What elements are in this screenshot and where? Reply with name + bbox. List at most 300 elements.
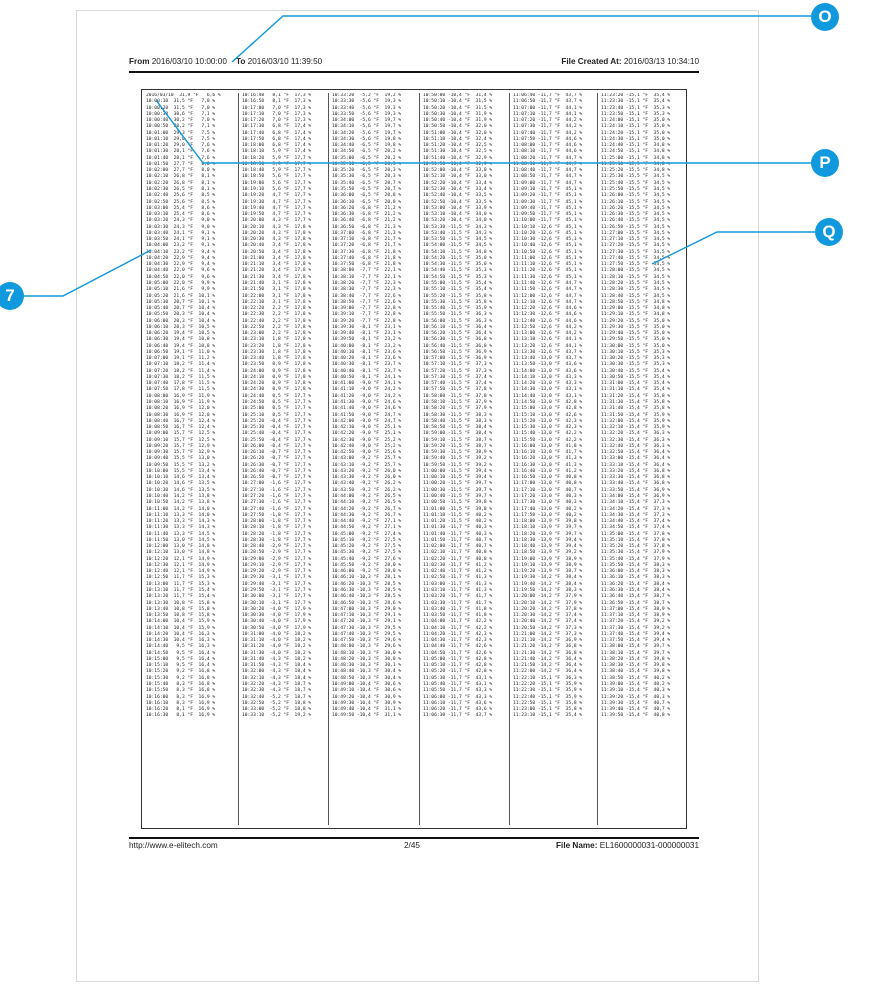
table-row: 10:37:50 -6,8 °F 21,8 % <box>332 262 402 268</box>
table-row: 10:05:10 21,6 °F 9,9 % <box>146 287 216 293</box>
table-row: 10:43:30 -9,2 °F 26,0 % <box>332 475 402 481</box>
table-row: 10:42:30 -9,0 °F 25,2 % <box>332 437 402 443</box>
table-row: 11:32:30 -15,4 °F 36,3 % <box>601 437 671 443</box>
table-row: 10:33:20 -5,2 °F 19,2 % <box>332 93 402 98</box>
table-row: 10:24:20 0,9 °F 17,8 % <box>242 381 312 387</box>
table-row: 10:14:30 10,4 °F 16,3 % <box>146 638 216 644</box>
table-row: 10:31:40 -4,3 °F 18,2 % <box>242 656 312 662</box>
table-row: 11:19:40 -14,2 °F 38,4 % <box>513 581 583 587</box>
table-row: 10:25:50 -0,4 °F 17,7 % <box>242 437 312 443</box>
table-row: 10:59:20 -11,5 °F 38,7 % <box>423 443 493 449</box>
table-row: 10:41:40 -9,0 °F 24,6 % <box>332 406 402 412</box>
table-row: 10:03:40 24,1 °F 9,1 % <box>146 230 216 236</box>
table-row: 11:31:30 -15,4 °F 35,8 % <box>601 400 671 406</box>
table-row: 10:06:50 19,1 °F 11,0 % <box>146 349 216 355</box>
table-row: 10:22:10 3,1 °F 17,8 % <box>242 299 312 305</box>
table-row: 11:36:40 -15,4 °F 38,7 % <box>601 594 671 600</box>
table-row: 11:33:00 -15,4 °F 36,4 % <box>601 456 671 462</box>
table-row: 11:22:10 -15,1 °F 36,3 % <box>513 675 583 681</box>
table-row: 10:16:30 8,1 °F 16,9 % <box>146 713 216 719</box>
table-row: 11:24:40 -15,1 °F 34,8 % <box>601 143 671 149</box>
table-row: 10:21:50 3,1 °F 17,8 % <box>242 287 312 293</box>
table-row: 10:29:30 -3,1 °F 17,7 % <box>242 575 312 581</box>
table-row: 11:35:10 -15,4 °F 37,8 % <box>601 537 671 543</box>
table-row: 11:27:40 -15,5 °F 34,5 % <box>601 255 671 261</box>
table-row: 10:07:00 19,1 °F 11,2 % <box>146 356 216 362</box>
table-row: 10:27:50 -1,8 °F 17,7 % <box>242 512 312 518</box>
table-row: 10:27:40 -1,6 °F 17,7 % <box>242 506 312 512</box>
table-row: 10:10:20 14,6 °F 13,5 % <box>146 481 216 487</box>
table-row: 11:29:10 -15,5 °F 34,8 % <box>601 312 671 318</box>
table-row: 11:09:30 -11,7 °F 45,1 % <box>513 199 583 205</box>
table-row: 11:30:10 -15,5 °F 35,3 % <box>601 349 671 355</box>
table-row: 10:27:20 -1,6 °F 17,7 % <box>242 494 312 499</box>
table-row: 10:23:20 1,8 °F 17,8 % <box>242 343 312 349</box>
table-row: 10:09:50 15,5 °F 13,2 % <box>146 462 216 468</box>
table-row: 10:09:30 15,7 °F 12,9 % <box>146 450 216 456</box>
table-row: 10:45:00 -9,2 °F 27,4 % <box>332 531 402 537</box>
table-row: 11:39:50 -15,4 °F 40,8 % <box>601 713 671 719</box>
table-row: 10:00:20 31,5 °F 7,0 % <box>146 105 216 111</box>
table-row: 10:18:30 5,9 °F 17,7 % <box>242 161 312 167</box>
table-row: 10:26:30 -0,7 °F 17,7 % <box>242 462 312 468</box>
table-row: 10:50:30 -10,4 °F 31,9 % <box>423 111 493 117</box>
table-row: 11:09:40 -11,7 °F 45,1 % <box>513 205 583 211</box>
table-row: 10:48:00 -10,3 °F 29,6 % <box>332 644 402 650</box>
table-row: 10:26:20 -0,7 °F 17,7 % <box>242 456 312 462</box>
table-row: 11:00:40 -11,5 °F 39,7 % <box>423 494 493 499</box>
table-row: 10:03:30 24,3 °F 9,0 % <box>146 224 216 230</box>
table-row: 10:54:40 -11,5 °F 35,3 % <box>423 268 493 274</box>
table-row: 11:17:40 -13,0 °F 40,2 % <box>513 506 583 512</box>
table-row: 10:12:50 11,7 °F 15,3 % <box>146 575 216 581</box>
table-row: 10:19:30 4,7 °F 17,7 % <box>242 199 312 205</box>
table-row: 11:39:00 -15,4 °F 40,2 % <box>601 681 671 687</box>
table-row: 10:03:00 25,4 °F 8,6 % <box>146 205 216 211</box>
table-row: 11:15:30 -13,0 °F 42,3 % <box>513 425 583 431</box>
table-row: 10:08:00 16,9 °F 11,9 % <box>146 393 216 399</box>
table-row: 10:01:00 29,3 °F 7,5 % <box>146 130 216 136</box>
table-row: 11:16:40 -13,0 °F 41,2 % <box>513 468 583 474</box>
table-row: 10:46:40 -10,3 °F 28,5 % <box>332 594 402 600</box>
table-row: 11:12:50 -12,6 °F 44,2 % <box>513 324 583 330</box>
table-row: 11:39:30 -15,4 °F 40,7 % <box>601 700 671 706</box>
table-row: 10:13:10 11,7 °F 15,4 % <box>146 587 216 593</box>
table-row: 10:36:10 -6,5 °F 20,8 % <box>332 199 402 205</box>
table-row: 10:11:20 13,3 °F 14,3 % <box>146 519 216 525</box>
table-row: 10:40:20 -8,1 °F 23,6 % <box>332 356 402 362</box>
table-row: 11:33:30 -15,4 °F 36,8 % <box>601 475 671 481</box>
table-row: 11:31:20 -15,4 °F 35,8 % <box>601 393 671 399</box>
table-row: 10:56:40 -11,5 °F 36,8 % <box>423 343 493 349</box>
table-row: 11:00:50 -11,5 °F 39,8 % <box>423 500 493 506</box>
table-row: 10:47:40 -10,3 °F 29,5 % <box>332 631 402 637</box>
table-row: 11:21:40 -14,2 °F 36,4 % <box>513 656 583 662</box>
table-row: 10:47:00 -10,3 °F 29,0 % <box>332 606 402 612</box>
table-row: 11:34:10 -15,4 °F 37,3 % <box>601 500 671 506</box>
table-row: 10:44:40 -9,2 °F 27,1 % <box>332 519 402 525</box>
table-row: 10:35:10 -6,5 °F 20,3 % <box>332 161 402 167</box>
table-row: 11:23:40 -15,1 °F 35,3 % <box>601 105 671 111</box>
table-row: 10:31:30 -4,0 °F 18,2 % <box>242 650 312 656</box>
table-row: 10:52:10 -10,4 °F 33,0 % <box>423 174 493 180</box>
table-row: 11:20:50 -14,2 °F 37,3 % <box>513 625 583 631</box>
table-row: 10:37:40 -6,8 °F 21,8 % <box>332 255 402 261</box>
table-row: 10:12:40 12,1 °F 14,9 % <box>146 569 216 575</box>
table-row: 10:26:00 -0,4 °F 17,7 % <box>242 443 312 449</box>
table-row: 11:28:40 -15,5 °F 34,5 % <box>601 293 671 299</box>
table-row: 10:00:50 30,2 °F 7,1 % <box>146 124 216 130</box>
table-row: 10:38:50 -7,7 °F 22,6 % <box>332 299 402 305</box>
table-row: 10:11:40 13,3 °F 14,5 % <box>146 531 216 537</box>
table-row: 11:34:40 -15,4 °F 37,4 % <box>601 519 671 525</box>
table-row: 11:22:40 -15,1 °F 35,9 % <box>513 694 583 700</box>
table-row: 11:20:10 -14,2 °F 37,9 % <box>513 600 583 606</box>
table-row: 10:13:20 11,7 °F 15,4 % <box>146 594 216 600</box>
table-row: 10:25:20 -0,4 °F 17,7 % <box>242 418 312 424</box>
table-row: 10:11:00 14,2 °F 14,0 % <box>146 506 216 512</box>
table-row: 11:33:10 -15,4 °F 36,4 % <box>601 462 671 468</box>
table-row: 10:48:20 -10,3 °F 30,0 % <box>332 656 402 662</box>
table-row: 11:21:10 -14,2 °F 36,9 % <box>513 638 583 644</box>
table-row: 10:02:30 26,5 °F 8,1 % <box>146 186 216 192</box>
table-row: 10:25:10 0,5 °F 17,7 % <box>242 412 312 418</box>
table-row: 10:30:10 -3,1 °F 17,7 % <box>242 600 312 606</box>
table-row: 11:23:50 -15,1 °F 35,3 % <box>601 111 671 117</box>
table-row: 10:41:10 -9,0 °F 24,2 % <box>332 387 402 393</box>
table-row: 11:08:40 -11,7 °F 44,7 % <box>513 168 583 174</box>
table-row: 10:28:40 -2,9 °F 17,7 % <box>242 544 312 550</box>
table-row: 10:12:10 13,0 °F 14,8 % <box>146 550 216 556</box>
table-row: 10:40:10 -8,1 °F 23,6 % <box>332 349 402 355</box>
table-row: 11:20:00 -14,2 °F 37,9 % <box>513 594 583 600</box>
table-row: 11:01:00 -11,5 °F 39,8 % <box>423 506 493 512</box>
table-row: 10:17:20 7,0 °F 17,3 % <box>242 118 312 124</box>
table-row: 11:05:00 -11,7 °F 42,8 % <box>423 656 493 662</box>
table-row: 11:36:20 -15,4 °F 38,4 % <box>601 581 671 587</box>
table-row: 11:00:30 -11,5 °F 39,7 % <box>423 487 493 493</box>
table-row: 11:27:00 -15,5 °F 34,5 % <box>601 230 671 236</box>
table-row: 11:24:20 -15,1 °F 35,0 % <box>601 130 671 136</box>
table-row: 10:58:50 -11,5 °F 38,4 % <box>423 425 493 431</box>
table-row: 11:38:10 -15,4 °F 39,7 % <box>601 650 671 656</box>
table-row: 10:07:40 17,8 °F 11,5 % <box>146 381 216 387</box>
callout-line-q <box>652 232 815 264</box>
website-link[interactable]: http://www.e-elitech.com <box>129 841 218 850</box>
table-row: 10:54:30 -11,5 °F 35,0 % <box>423 262 493 268</box>
table-row: 10:53:40 -11,5 °F 34,3 % <box>423 230 493 236</box>
table-row: 11:34:30 -15,4 °F 37,3 % <box>601 512 671 518</box>
table-row: 10:40:00 -8,1 °F 23,2 % <box>332 343 402 349</box>
table-row: 11:03:00 -11,7 °F 41,3 % <box>423 581 493 587</box>
table-row: 11:12:20 -12,6 °F 44,6 % <box>513 306 583 312</box>
table-row: 11:36:50 -15,4 °F 38,7 % <box>601 600 671 606</box>
table-row: 11:27:30 -15,5 °F 34,5 % <box>601 249 671 255</box>
table-row: 10:10:10 14,6 °F 13,4 % <box>146 475 216 481</box>
table-row: 11:11:10 -12,6 °F 45,1 % <box>513 262 583 268</box>
callout-o-badge: O <box>811 3 839 31</box>
table-row: 10:57:30 -11,5 °F 37,4 % <box>423 374 493 380</box>
table-row: 11:15:00 -13,0 °F 42,8 % <box>513 406 583 412</box>
table-row: 10:24:30 0,9 °F 17,8 % <box>242 387 312 393</box>
table-row: 10:41:00 -9,0 °F 24,1 % <box>332 381 402 387</box>
table-row: 11:25:40 -15,5 °F 34,5 % <box>601 180 671 186</box>
table-row: 10:05:40 20,7 °F 10,4 % <box>146 306 216 312</box>
table-row: 10:23:30 1,8 °F 17,8 % <box>242 349 312 355</box>
table-row: 11:08:50 -11,7 °F 44,7 % <box>513 174 583 180</box>
table-row: 11:01:40 -11,7 °F 40,3 % <box>423 531 493 537</box>
table-row: 11:28:10 -15,5 °F 34,5 % <box>601 274 671 280</box>
table-row: 10:43:20 -9,2 °F 26,0 % <box>332 468 402 474</box>
table-row: 11:05:50 -11,7 °F 43,3 % <box>423 688 493 694</box>
table-row: 11:38:40 -15,4 °F 39,8 % <box>601 669 671 675</box>
table-row: 10:57:20 -11,5 °F 37,3 % <box>423 368 493 374</box>
table-row: 10:09:00 15,7 °F 12,5 % <box>146 431 216 437</box>
table-row: 10:06:10 20,3 °F 10,5 % <box>146 324 216 330</box>
table-row: 10:38:20 -7,7 °F 22,3 % <box>332 280 402 286</box>
table-row: 11:26:30 -15,5 °F 34,5 % <box>601 212 671 218</box>
callout-q-badge: Q <box>815 218 843 246</box>
table-row: 10:06:30 19,4 °F 10,8 % <box>146 337 216 343</box>
table-row: 11:21:50 -14,2 °F 36,4 % <box>513 663 583 669</box>
table-row: 11:23:30 -15,1 °F 35,4 % <box>601 99 671 105</box>
table-row: 10:32:10 -4,3 °F 18,4 % <box>242 675 312 681</box>
table-row: 11:18:20 -13,9 °F 39,7 % <box>513 531 583 537</box>
table-row: 10:12:30 12,1 °F 14,9 % <box>146 562 216 568</box>
table-row: 11:32:10 -15,4 °F 35,9 % <box>601 425 671 431</box>
table-row: 10:40:30 -8,1 °F 23,7 % <box>332 362 402 368</box>
table-row: 10:33:40 -5,6 °F 19,3 % <box>332 105 402 111</box>
table-row: 10:56:00 -11,5 °F 36,3 % <box>423 318 493 324</box>
table-row: 11:37:10 -15,4 °F 38,9 % <box>601 613 671 619</box>
table-row: 10:19:40 4,7 °F 17,7 % <box>242 205 312 211</box>
table-row: 10:11:50 13,0 °F 14,5 % <box>146 537 216 543</box>
table-row: 10:31:00 -4,0 °F 18,2 % <box>242 631 312 637</box>
table-row: 10:07:30 18,2 °F 11,5 % <box>146 374 216 380</box>
table-row: 11:12:00 -12,6 °F 44,7 % <box>513 293 583 299</box>
table-row: 10:36:50 -6,8 °F 21,3 % <box>332 224 402 230</box>
table-row: 10:25:30 -0,4 °F 17,7 % <box>242 425 312 431</box>
table-row: 11:10:50 -12,6 °F 45,1 % <box>513 249 583 255</box>
table-row: 11:02:50 -11,7 °F 41,3 % <box>423 575 493 581</box>
table-row: 10:38:10 -7,7 °F 22,1 % <box>332 274 402 280</box>
table-row: 10:01:30 28,1 °F 7,6 % <box>146 149 216 155</box>
table-row: 11:24:00 -15,1 °F 35,0 % <box>601 118 671 124</box>
table-row: 11:18:30 -13,9 °F 39,4 % <box>513 537 583 543</box>
table-row: 11:10:00 -11,7 °F 45,1 % <box>513 218 583 224</box>
table-row: 11:06:40 -11,7 °F 43,7 % <box>513 93 583 98</box>
table-row: 10:28:30 -1,8 °F 17,7 % <box>242 537 312 543</box>
table-row: 10:15:50 8,3 °F 16,8 % <box>146 688 216 694</box>
table-row: 11:37:30 -15,4 °F 39,2 % <box>601 625 671 631</box>
table-row: 10:30:40 -4,0 °F 17,9 % <box>242 619 312 625</box>
table-row: 11:21:30 -14,2 °F 36,8 % <box>513 650 583 656</box>
table-row: 10:17:10 7,0 °F 17,3 % <box>242 111 312 117</box>
table-row: 10:57:40 -11,5 °F 37,4 % <box>423 381 493 387</box>
table-row: 11:31:50 -15,4 °F 35,9 % <box>601 412 671 418</box>
table-row: 11:03:10 -11,7 °F 41,3 % <box>423 587 493 593</box>
table-row: 10:50:10 -10,4 °F 31,5 % <box>423 99 493 105</box>
table-row: 2016/03/10 31,9 °F 6,6 % <box>146 93 221 98</box>
created-label: File Created At: <box>561 57 622 66</box>
table-row: 11:12:30 -12,6 °F 44,6 % <box>513 312 583 318</box>
table-row: 10:47:30 -10,3 °F 29,5 % <box>332 625 402 631</box>
table-row: 10:15:30 9,2 °F 16,8 % <box>146 675 216 681</box>
table-row: 10:08:50 16,7 °F 12,4 % <box>146 425 216 431</box>
callout-line-o <box>232 16 811 62</box>
table-row: 10:02:00 27,7 °F 8,0 % <box>146 168 216 174</box>
table-row: 11:34:00 -15,4 °F 36,9 % <box>601 494 671 499</box>
table-row: 11:06:50 -11,7 °F 43,7 % <box>513 99 583 105</box>
table-row: 10:55:50 -11,5 °F 36,3 % <box>423 312 493 318</box>
table-row: 10:15:40 8,3 °F 16,8 % <box>146 681 216 687</box>
table-row: 10:55:20 -11,5 °F 35,8 % <box>423 293 493 299</box>
table-row: 10:17:50 6,8 °F 17,4 % <box>242 136 312 142</box>
table-row: 11:17:00 -13,0 °F 40,8 % <box>513 481 583 487</box>
table-row: 10:20:50 3,4 °F 17,8 % <box>242 249 312 255</box>
table-row: 10:38:00 -7,7 °F 22,1 % <box>332 268 402 274</box>
table-row: 11:19:00 -13,9 °F 38,9 % <box>513 556 583 562</box>
table-row: 10:14:10 10,4 °F 15,9 % <box>146 625 216 631</box>
table-row: 10:44:20 -9,2 °F 26,7 % <box>332 506 402 512</box>
table-row: 10:53:20 -10,4 °F 34,0 % <box>423 218 493 224</box>
table-row: 11:11:20 -12,6 °F 45,1 % <box>513 268 583 274</box>
table-row: 11:05:20 -11,7 °F 42,8 % <box>423 669 493 675</box>
table-row: 11:25:00 -15,1 °F 34,8 % <box>601 155 671 161</box>
table-row: 11:07:20 -11,7 °F 44,2 % <box>513 118 583 124</box>
table-row: 10:06:20 19,4 °F 10,5 % <box>146 331 216 337</box>
table-row: 10:08:40 16,7 °F 12,4 % <box>146 418 216 424</box>
table-row: 11:29:00 -15,5 °F 34,8 % <box>601 306 671 312</box>
table-row: 10:48:10 -10,3 °F 30,0 % <box>332 650 402 656</box>
table-row: 10:06:40 19,4 °F 10,8 % <box>146 343 216 349</box>
table-row: 10:51:20 -10,4 °F 32,5 % <box>423 143 493 149</box>
table-row: 10:09:40 15,5 °F 13,0 % <box>146 456 216 462</box>
table-row: 10:26:40 -0,7 °F 17,7 % <box>242 468 312 474</box>
table-row: 11:20:40 -14,2 °F 37,4 % <box>513 619 583 625</box>
table-row: 10:51:50 -10,4 °F 32,9 % <box>423 161 493 167</box>
table-row: 11:33:50 -15,4 °F 36,9 % <box>601 487 671 493</box>
table-row: 11:29:40 -15,5 °F 35,0 % <box>601 331 671 337</box>
table-row: 10:41:20 -9,0 °F 24,2 % <box>332 393 402 399</box>
table-row: 11:30:20 -15,5 °F 35,3 % <box>601 356 671 362</box>
table-row: 10:14:00 10,4 °F 15,9 % <box>146 619 216 625</box>
table-row: 10:53:10 -10,4 °F 34,0 % <box>423 212 493 218</box>
table-row: 10:16:10 8,3 °F 16,9 % <box>146 700 216 706</box>
table-row: 11:10:10 -12,6 °F 45,1 % <box>513 224 583 230</box>
file-name-label: File Name: <box>556 841 598 850</box>
table-row: 11:23:00 -15,1 °F 35,8 % <box>513 707 583 713</box>
table-row: 11:07:40 -11,7 °F 44,2 % <box>513 130 583 136</box>
table-row: 11:02:00 -11,7 °F 40,7 % <box>423 544 493 550</box>
table-row: 10:49:40 -10,4 °F 31,1 % <box>332 707 402 713</box>
table-row: 10:00:10 31,5 °F 7,0 % <box>146 99 216 105</box>
table-row: 10:50:20 -10,4 °F 31,5 % <box>423 105 493 111</box>
table-row: 11:14:20 -13,0 °F 43,3 % <box>513 381 583 387</box>
table-row: 11:03:50 -11,7 °F 41,8 % <box>423 613 493 619</box>
table-row: 11:01:20 -11,5 °F 40,2 % <box>423 519 493 525</box>
table-row: 11:03:30 -11,7 °F 41,7 % <box>423 600 493 606</box>
table-row: 11:15:40 -13,0 °F 42,2 % <box>513 431 583 437</box>
table-row: 10:45:10 -9,2 °F 27,5 % <box>332 537 402 543</box>
table-row: 11:13:40 -13,0 °F 43,7 % <box>513 356 583 362</box>
table-row: 10:24:10 0,9 °F 17,8 % <box>242 374 312 380</box>
table-row: 11:25:30 -15,5 °F 34,5 % <box>601 174 671 180</box>
table-row: 10:44:00 -9,2 °F 26,5 % <box>332 494 402 499</box>
table-row: 11:26:00 -15,5 °F 34,5 % <box>601 193 671 199</box>
table-row: 10:05:50 20,3 °F 10,4 % <box>146 312 216 318</box>
table-row: 11:02:10 -11,7 °F 40,8 % <box>423 550 493 556</box>
table-row: 10:07:10 18,2 °F 11,4 % <box>146 362 216 368</box>
table-row: 10:22:50 2,2 °F 17,8 % <box>242 324 312 330</box>
from-label: From <box>129 57 150 66</box>
table-row: 11:38:20 -15,4 °F 39,8 % <box>601 656 671 662</box>
table-row: 11:17:50 -13,0 °F 40,2 % <box>513 512 583 518</box>
table-row: 11:18:00 -13,9 °F 39,8 % <box>513 519 583 525</box>
table-row: 11:06:20 -11,7 °F 43,6 % <box>423 707 493 713</box>
table-row: 11:31:00 -15,4 °F 35,4 % <box>601 381 671 387</box>
table-row: 10:45:40 -9,2 °F 27,6 % <box>332 556 402 562</box>
table-row: 10:05:20 21,6 °F 10,1 % <box>146 293 216 299</box>
table-row: 10:17:00 7,0 °F 17,3 % <box>242 105 312 111</box>
table-row: 11:24:50 -15,1 °F 34,8 % <box>601 149 671 155</box>
table-row: 11:39:40 -15,4 °F 40,7 % <box>601 707 671 713</box>
table-row: 10:56:20 -11,5 °F 36,4 % <box>423 331 493 337</box>
table-row: 10:32:50 -5,2 °F 18,8 % <box>242 700 312 706</box>
table-row: 10:29:40 -3,1 °F 17,7 % <box>242 581 312 587</box>
table-row: 10:07:50 17,8 °F 11,5 % <box>146 387 216 393</box>
table-row: 10:04:40 22,0 °F 9,6 % <box>146 268 216 274</box>
table-row: 11:36:30 -15,4 °F 38,4 % <box>601 587 671 593</box>
table-row: 11:34:50 -15,4 °F 37,4 % <box>601 525 671 531</box>
table-row: 11:20:20 -14,2 °F 37,8 % <box>513 606 583 612</box>
table-row: 10:42:50 -9,0 °F 25,6 % <box>332 450 402 456</box>
table-row: 11:34:20 -15,4 °F 37,3 % <box>601 506 671 512</box>
table-row: 10:27:00 -1,6 °F 17,7 % <box>242 481 312 487</box>
table-row: 11:15:10 -13,0 °F 42,6 % <box>513 412 583 418</box>
table-row: 10:39:30 -8,1 °F 23,1 % <box>332 324 402 330</box>
table-row: 11:01:10 -11,5 °F 40,2 % <box>423 512 493 518</box>
table-row: 10:40:40 -8,1 °F 23,7 % <box>332 368 402 374</box>
table-row: 11:15:50 -13,0 °F 42,2 % <box>513 437 583 443</box>
table-row: 10:00:40 30,2 °F 7,0 % <box>146 118 216 124</box>
table-row: 10:36:20 -6,8 °F 21,2 % <box>332 205 402 211</box>
table-row: 10:54:10 -11,5 °F 34,8 % <box>423 249 493 255</box>
table-row: 10:30:00 -3,1 °F 17,7 % <box>242 594 312 600</box>
table-row: 10:42:00 -9,0 °F 24,7 % <box>332 418 402 424</box>
table-row: 11:27:20 -15,5 °F 34,5 % <box>601 243 671 249</box>
table-row: 10:10:00 15,5 °F 13,4 % <box>146 468 216 474</box>
table-row: 10:44:10 -9,2 °F 26,5 % <box>332 500 402 506</box>
table-row: 10:34:40 -6,5 °F 19,8 % <box>332 143 402 149</box>
table-row: 11:33:20 -15,4 °F 36,8 % <box>601 468 671 474</box>
table-row: 10:37:20 -6,8 °F 21,7 % <box>332 243 402 249</box>
table-row: 11:28:20 -15,5 °F 34,5 % <box>601 280 671 286</box>
table-row: 10:39:20 -7,7 °F 22,8 % <box>332 318 402 324</box>
table-row: 10:31:50 -4,3 °F 18,4 % <box>242 663 312 669</box>
table-row: 10:50:40 -10,4 °F 31,9 % <box>423 118 493 124</box>
table-row: 10:21:30 3,4 °F 17,8 % <box>242 274 312 280</box>
table-row: 11:11:30 -12,6 °F 45,1 % <box>513 274 583 280</box>
table-row: 11:21:00 -14,2 °F 37,3 % <box>513 631 583 637</box>
table-row: 10:16:40 8,1 °F 17,3 % <box>242 93 312 98</box>
table-row: 11:07:00 -11,7 °F 44,1 % <box>513 105 583 111</box>
table-row: 11:10:30 -12,6 °F 45,1 % <box>513 237 583 243</box>
table-row: 10:43:00 -9,2 °F 25,7 % <box>332 456 402 462</box>
table-row: 10:49:50 -10,4 °F 31,1 % <box>332 713 402 719</box>
table-row: 10:18:00 6,8 °F 17,4 % <box>242 143 312 149</box>
table-row: 11:04:20 -11,7 °F 42,3 % <box>423 631 493 637</box>
